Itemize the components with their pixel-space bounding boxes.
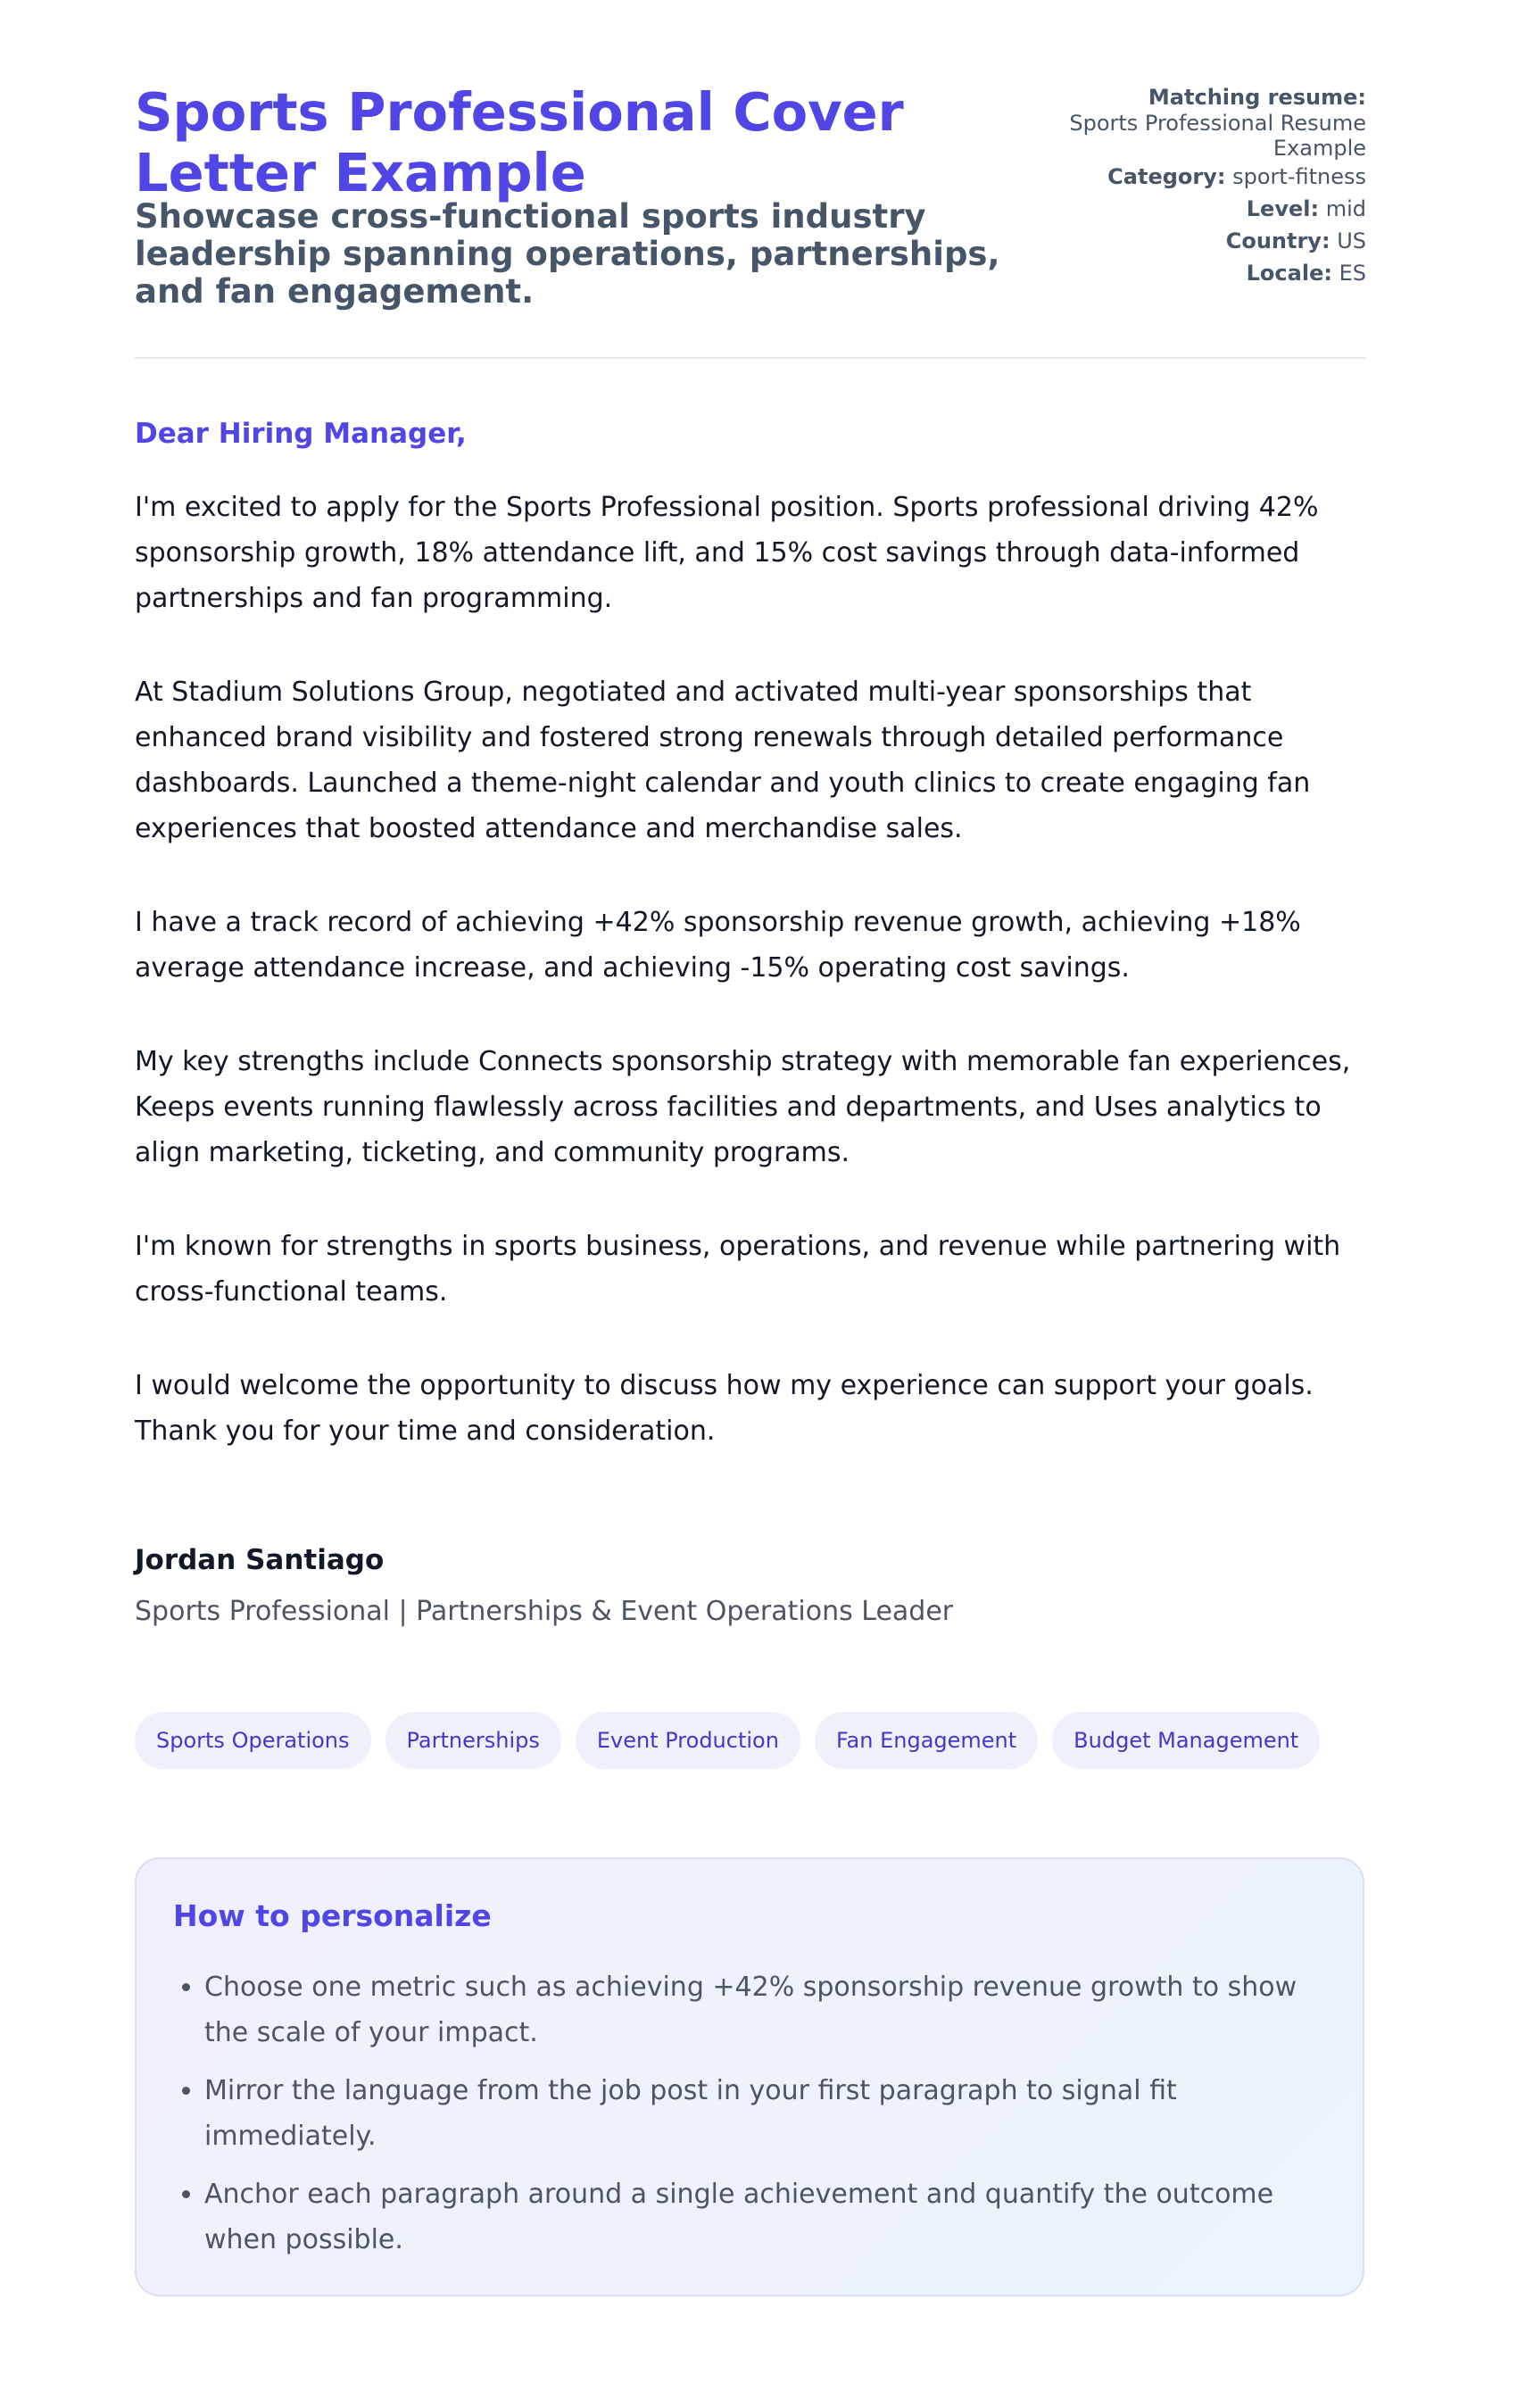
- page-title: Sports Professional Cover Letter Example: [135, 81, 904, 203]
- tip-item: • Anchor each paragraph around a single achievement and quantify the outcome when possible.: [204, 2171, 1320, 2263]
- locale-row: [1045, 257, 1366, 289]
- signature-block: [135, 1544, 953, 1627]
- letter-paragraph: I'm excited to apply for the Sports Professional position. Sports professional driving 42% sponsorship growth, 18% attendance lift, and 15% cost savings through data-informed partnerships and fan programming.: [135, 492, 1319, 614]
- letter-paragraph: I have a track record of achieving +42% sponsorship revenue growth, achieving +18% average attendance increase, and achieving -15% operating cost savings.: [135, 907, 1301, 984]
- locale-label: Locale:: [1246, 261, 1332, 286]
- country-value: US: [1337, 228, 1366, 253]
- country-label: Country:: [1225, 228, 1330, 253]
- personalize-tips-card: [135, 1857, 1364, 2296]
- page-header: [135, 0, 1366, 359]
- level-row: [1045, 193, 1366, 225]
- country-row: [1045, 225, 1366, 257]
- letter-paragraph: I would welcome the opportunity to discuss how my experience can support your goals. Thank you for your time and consideration.: [135, 1370, 1314, 1447]
- letter-paragraph: My key strengths include Connects sponsorship strategy with memorable fan experiences, Keeps events running flawlessly across facilities and departments, and Uses analytics to align marketing, ticketing, and community programs.: [135, 1046, 1351, 1168]
- skill-tag: Fan Engagement: [815, 1712, 1038, 1769]
- category-row: [1045, 161, 1366, 193]
- locale-value: ES: [1339, 261, 1366, 286]
- skill-tag: Event Production: [576, 1712, 800, 1769]
- skill-tag: Partnerships: [385, 1712, 561, 1769]
- tip-item: • Mirror the language from the job post in your first paragraph to signal fit immediately.: [204, 2068, 1320, 2159]
- letter-greeting: Dear Hiring Manager,: [135, 418, 467, 450]
- level-value: mid: [1325, 196, 1366, 221]
- page-subtitle: Showcase cross-functional sports industry leadership spanning operations, partnerships, and fan engagement.: [135, 197, 1000, 311]
- skill-tags: [135, 1712, 1320, 1769]
- cover-letter-page: [135, 0, 1366, 2255]
- level-label: Level:: [1246, 196, 1320, 221]
- signature-name: Jordan Santiago: [135, 1544, 385, 1576]
- category-value: sport-fitness: [1232, 164, 1366, 189]
- matching-resume-row: [1045, 84, 1366, 161]
- letter-body: [135, 485, 1366, 1502]
- letter-paragraph: At Stadium Solutions Group, negotiated and activated multi-year sponsorships that enhanced brand visibility and fostered strong renewals through detailed performance dashboards. Launched a theme-night calendar and youth clinics to create engaging fan experiences that boosted attendance and merchandise sales.: [135, 677, 1311, 844]
- tip-item: • Choose one metric such as achieving +42% sponsorship revenue growth to show the scale of your impact.: [204, 1964, 1320, 2055]
- category-label: Category:: [1107, 164, 1226, 189]
- skill-tag: Sports Operations: [135, 1712, 371, 1769]
- signature-title: Sports Professional | Partnerships & Event Operations Leader: [135, 1596, 954, 1627]
- tips-title: How to personalize: [173, 1898, 492, 1933]
- letter-paragraph: I'm known for strengths in sports business, operations, and revenue while partnering with cross-functional teams.: [135, 1231, 1341, 1308]
- tips-list: [173, 1964, 1320, 2275]
- metadata-panel: [1045, 84, 1366, 289]
- skill-tag: Budget Management: [1052, 1712, 1320, 1769]
- matching-resume-label: Matching resume:: [1148, 85, 1366, 110]
- matching-resume-value[interactable]: Sports Professional Resume Example: [1069, 111, 1366, 161]
